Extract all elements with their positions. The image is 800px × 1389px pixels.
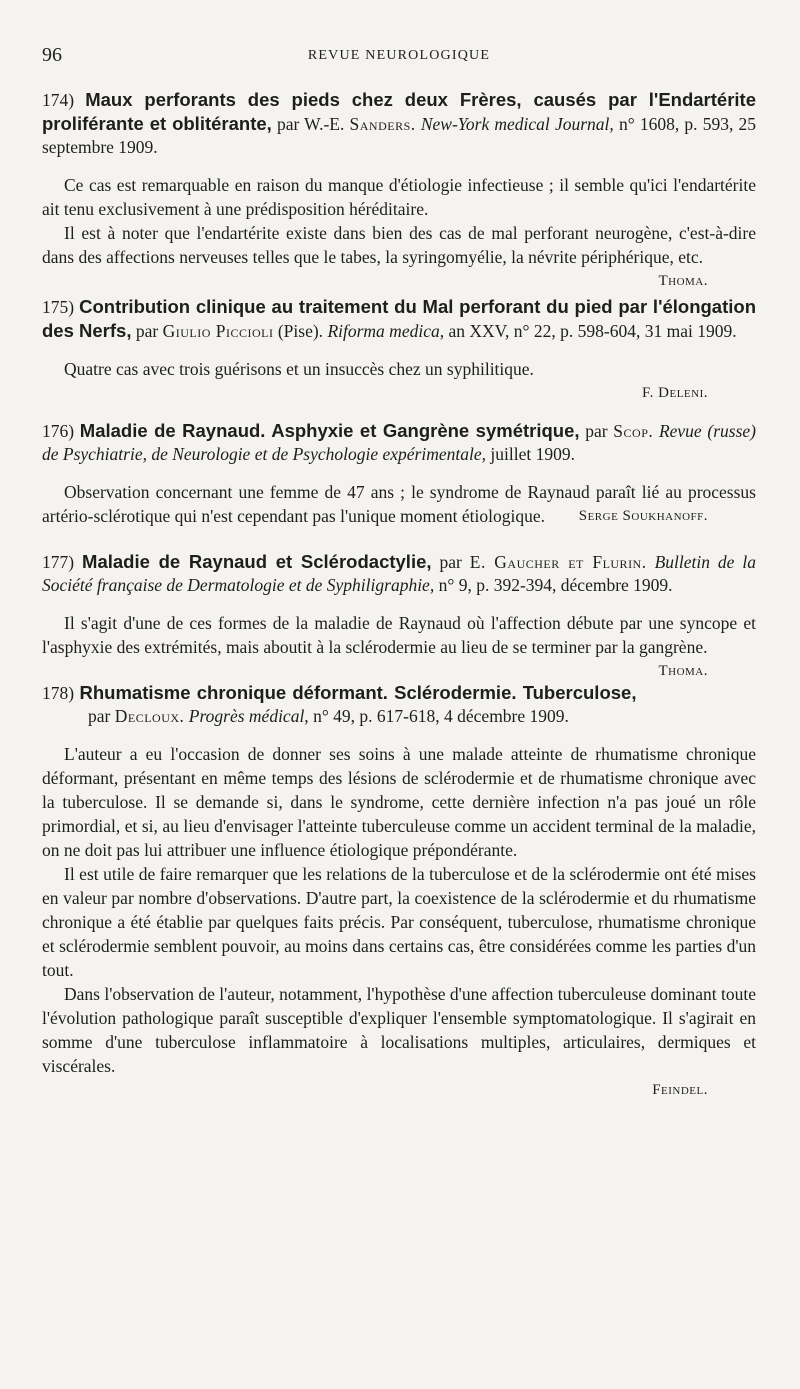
entry-title: Contribution clinique au traitement du Mal perforant du pied par l'élongation des Nerfs, xyxy=(42,296,756,341)
paragraph: Il s'agit d'une de ces formes de la maladie de Raynaud où l'affection débute par une syncope et l'asphyxie des extrémités, mais aboutit à la sclérodermie au lieu de se terminer par la gangrène. Thoma. xyxy=(42,611,756,659)
entry-heading xyxy=(42,681,756,728)
entry-by: par xyxy=(439,552,462,572)
entry-author: Sanders. xyxy=(349,114,416,134)
entry-body xyxy=(42,173,756,289)
entry-by: par W.-E. xyxy=(276,114,345,134)
entry-author: E. Gaucher et Flurin. xyxy=(469,552,647,572)
entry-title: Rhumatisme chronique déformant. Sclérodermie. Tuberculose, xyxy=(79,682,637,703)
page-number: 96 xyxy=(42,44,62,66)
entry-body xyxy=(42,480,756,528)
entry-ref: n° 49, p. 617-618, 4 décembre 1909. xyxy=(313,706,569,726)
entry-source: Progrès médical, xyxy=(188,706,309,726)
signature: Thoma. xyxy=(658,663,708,679)
entry-heading xyxy=(42,419,756,466)
page xyxy=(42,40,756,1102)
entry-title: Maux perforants des pieds chez deux Frères, causés par l'Endartérite proliférante et oblitérante, xyxy=(42,89,756,134)
entry-title: Maladie de Raynaud. Asphyxie et Gangrène symétrique, xyxy=(79,420,580,441)
article-entry xyxy=(42,419,756,528)
entry-index: 175) xyxy=(42,297,75,317)
paragraph: L'auteur a eu l'occasion de donner ses soins à une malade atteinte de rhumatisme chronique déformant, présentant en même temps des lésions de sclérodermie et de rhumatisme chronique avec la tuberculose. Il se demande si, dans le syndrome, cette dernière infection n'a pas joué un rôle primordial, et si, au lieu d'envisager l'atteinte tuberculeuse comme un accident terminal de la maladie, on ne doit pas lui attribuer une influence étiologique prépondérante. xyxy=(42,744,756,860)
entry-by: par xyxy=(135,321,159,341)
paragraph: Il est utile de faire remarquer que les relations de la tuberculose et de la sclérodermie ont été mises en valeur par nombre d'observations. D'autre part, la coexistence de la sclérodermie et du rhumatisme chronique a été établie par quelques faits précis. Par conséquent, tuberculose, rhumatisme chronique et sclérodermie semblent pouvoir, au moins dans certains cas, être considérées comme les parties d'un tout. xyxy=(42,864,756,980)
entry-heading xyxy=(42,550,756,597)
entry-heading xyxy=(42,88,756,159)
article-entry xyxy=(42,681,756,1102)
entry-title: Maladie de Raynaud et Sclérodactylie, xyxy=(82,551,432,572)
entry-source: Riforma medica, xyxy=(327,321,445,341)
running-header xyxy=(42,40,756,70)
article-entry xyxy=(42,550,756,679)
paragraph: Il est à noter que l'endartérite existe dans bien des cas de mal perforant neurogène, c'est-à-dire dans des affections nerveuses telles que le tabes, la syringomyélie, la névrite périphérique, etc. Thoma. xyxy=(42,221,756,269)
entry-index: 177) xyxy=(42,552,75,572)
entry-by: par xyxy=(585,421,608,441)
entry-body xyxy=(42,357,756,381)
running-title: REVUE NEUROLOGIQUE xyxy=(307,48,491,63)
entry-ref: juillet 1909. xyxy=(490,444,575,464)
signature: Serge Soukhanoff. xyxy=(578,508,708,524)
entry-ref: n° 1608, p. 593, 25 septembre 1909. xyxy=(42,114,757,157)
entry-ref: n° 9, p. 392-394, décembre 1909. xyxy=(438,575,673,595)
entry-source: Revue (russe) de Psychiatrie, de Neurologie et de Psychologie expérimentale, xyxy=(42,421,757,464)
entry-source: Bulletin de la Société française de Dermatologie et de Syphiligraphie, xyxy=(42,552,756,595)
entry-author: Decloux. xyxy=(114,706,185,726)
entry-place: (Pise). xyxy=(277,321,324,341)
article-entry xyxy=(42,295,756,405)
paragraph: Quatre cas avec trois guérisons et un insuccès chez un syphilitique. xyxy=(64,359,534,379)
article-entry xyxy=(42,88,757,289)
paragraph: Dans l'observation de l'auteur, notamment, l'hypothèse d'une affection tuberculeuse dominant toute l'évolution pathologique paraît susceptible d'expliquer l'ensemble symptomatologique. Il s'agirait en somme d'une tuberculose inflammatoire à localisations multiples, articulaires, dermiques et viscérales. xyxy=(42,984,756,1076)
signature: Thoma. xyxy=(658,273,708,289)
entry-index: 174) xyxy=(42,90,75,110)
signature: Feindel. xyxy=(652,1082,708,1098)
entry-author: Giulio Piccioli xyxy=(162,321,274,341)
entry-ref: an XXV, n° 22, p. 598-604, 31 mai 1909. xyxy=(448,321,737,341)
signature: F. Deleni. xyxy=(642,385,708,401)
paragraph: Ce cas est remarquable en raison du manque d'étiologie infectieuse ; il semble qu'ici l'endartérite ait tenu exclusivement à une prédisposition héréditaire. xyxy=(42,175,756,219)
entry-by: par xyxy=(88,706,111,726)
entry-author: Scop. xyxy=(613,421,654,441)
entry-heading xyxy=(42,295,756,343)
entry-source: New-York medical Journal, xyxy=(420,114,614,134)
entry-body xyxy=(42,742,756,1078)
paragraph: Observation concernant une femme de 47 ans ; le syndrome de Raynaud paraît lié au processus artério-sclérotique qui n'est cependant pas l'unique moment étiologique. Serge Soukhanoff. xyxy=(42,482,756,526)
entry-index: 178) xyxy=(42,683,75,703)
entry-index: 176) xyxy=(42,421,75,441)
entry-body xyxy=(42,611,756,679)
